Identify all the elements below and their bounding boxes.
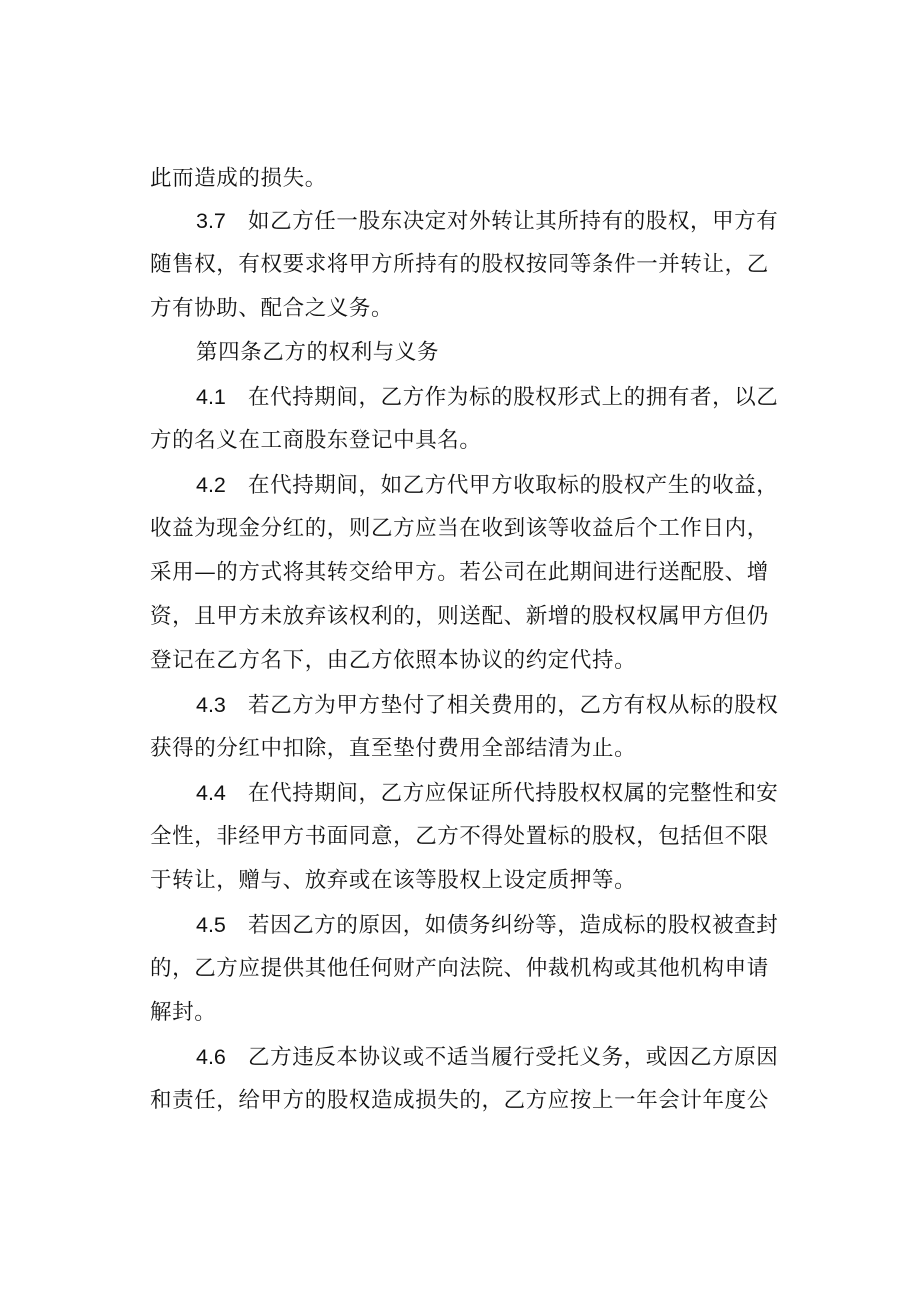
line-text: 在代持期间，乙方应保证所代持股权权属的完整性和安 — [248, 781, 779, 806]
clause-4-2-line-4 — [150, 602, 800, 632]
clause-number: 4.2 — [196, 473, 226, 497]
clause-number: 4.6 — [196, 1045, 226, 1069]
line-text: 和责任，给甲方的股权造成损失的，乙方应按上一年会计年度公 — [150, 1088, 769, 1113]
clause-4-4-line-2 — [150, 822, 800, 852]
clause-4-4-line-1 — [196, 778, 800, 808]
clause-3-7-line-1 — [196, 206, 800, 236]
clause-4-1-line-1 — [196, 382, 800, 412]
line-text: 于转让，赠与、放弃或在该等股权上设定质押等。 — [150, 868, 637, 893]
line-text: 在代持期间，如乙方代甲方收取标的股权产生的收益， — [248, 473, 779, 498]
line-text: 在代持期间，乙方作为标的股权形式上的拥有者，以乙 — [248, 385, 779, 410]
clause-4-4-line-3 — [150, 866, 800, 896]
clause-number: 3.7 — [196, 209, 226, 233]
clause-4-1-line-2 — [150, 426, 800, 456]
line-text: 若乙方为甲方垫付了相关费用的，乙方有权从标的股权 — [248, 693, 779, 718]
clause-4-2-line-5 — [150, 646, 800, 676]
clause-4-5-line-2 — [150, 954, 800, 984]
clause-3-7-line-2 — [150, 250, 800, 280]
clause-number: 4.3 — [196, 693, 226, 717]
clause-4-5-line-1 — [196, 910, 800, 940]
text-line — [150, 164, 800, 194]
clause-4-2-line-3 — [150, 558, 800, 588]
line-text: 解封。 — [150, 1000, 217, 1025]
line-text: 全性，非经甲方书面同意，乙方不得处置标的股权，包括但不限 — [150, 824, 769, 849]
clause-4-6-line-1 — [196, 1042, 800, 1072]
clause-4-6-line-2 — [150, 1086, 800, 1116]
line-text: 的，乙方应提供其他任何财产向法院、仲裁机构或其他机构申请 — [150, 956, 769, 981]
line-text: 资，且甲方未放弃该权利的，则送配、新增的股权权属甲方但仍 — [150, 604, 769, 629]
clause-number: 4.4 — [196, 781, 226, 805]
line-text: 若因乙方的原因，如债务纠纷等，造成标的股权被查封 — [248, 913, 779, 938]
clause-4-3-line-1 — [196, 690, 800, 720]
line-text: 获得的分红中扣除，直至垫付费用全部结清为止。 — [150, 736, 637, 761]
clause-4-2-line-2 — [150, 514, 800, 544]
clause-4-3-line-2 — [150, 734, 800, 764]
line-text: 方有协助、配合之义务。 — [150, 296, 394, 321]
clause-4-5-line-3 — [150, 998, 800, 1028]
heading-text: 第四条乙方的权利与义务 — [196, 340, 440, 365]
line-text: 收益为现金分红的，则乙方应当在收到该等收益后个工作日内， — [150, 516, 769, 541]
line-text: 此而造成的损失。 — [150, 166, 327, 191]
line-text: 方的名义在工商股东登记中具名。 — [150, 428, 482, 453]
line-text: 乙方违反本协议或不适当履行受托义务，或因乙方原因 — [248, 1045, 779, 1070]
line-text: 如乙方任一股东决定对外转让其所持有的股权，甲方有 — [248, 209, 779, 234]
clause-3-7-line-3 — [150, 294, 800, 324]
clause-number: 4.1 — [196, 385, 226, 409]
line-text: 随售权，有权要求将甲方所持有的股权按同等条件一并转让，乙 — [150, 252, 769, 277]
article-heading — [196, 338, 800, 368]
line-text: 登记在乙方名下，由乙方依照本协议的约定代持。 — [150, 648, 637, 673]
line-text: 采用—的方式将其转交给甲方。若公司在此期间进行送配股、增 — [150, 560, 769, 585]
clause-4-2-line-1 — [196, 470, 800, 500]
clause-number: 4.5 — [196, 913, 226, 937]
